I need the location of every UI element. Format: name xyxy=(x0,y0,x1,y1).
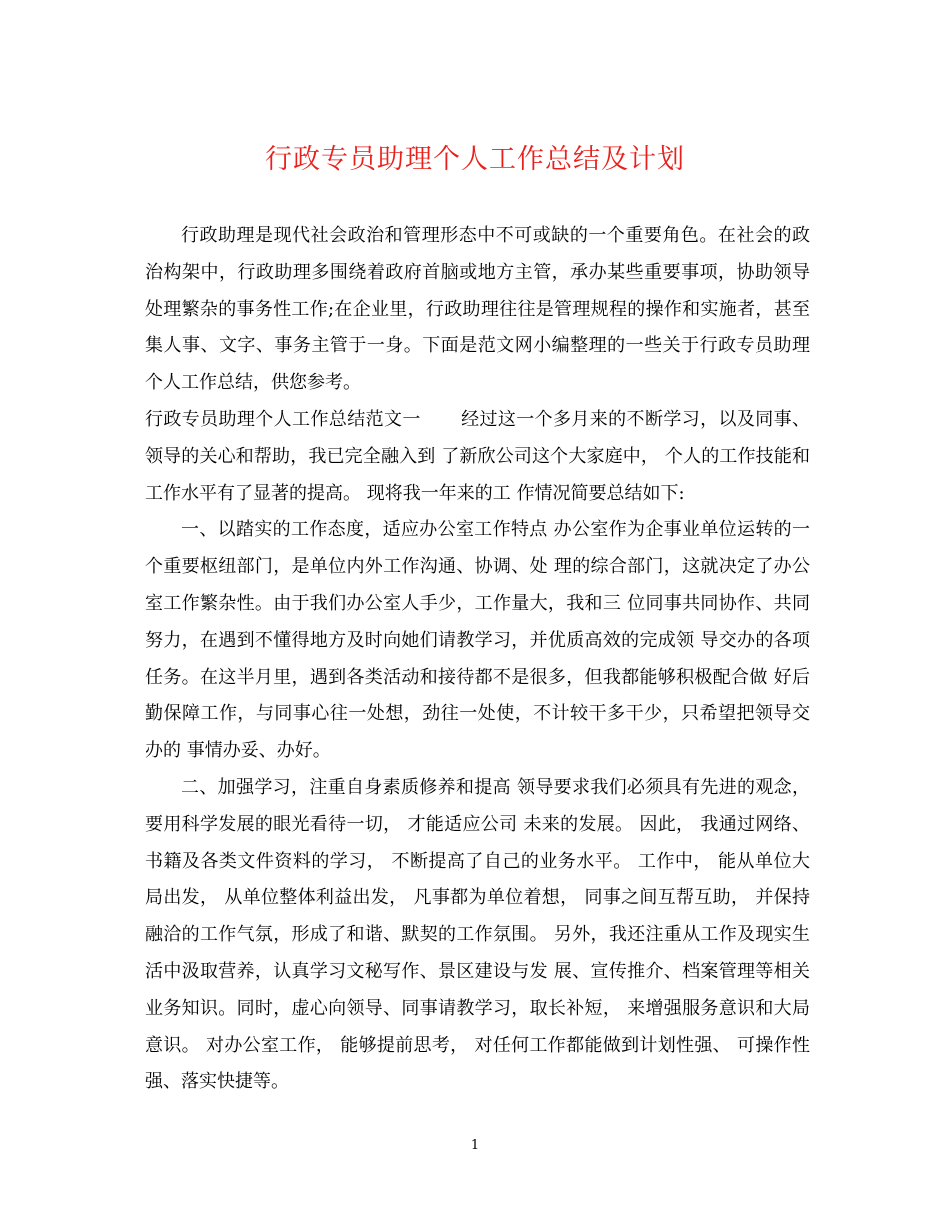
page-number: 1 xyxy=(470,1138,480,1153)
sample-heading: 行政专员助理个人工作总结范文一 xyxy=(145,408,421,430)
document-title: 行政专员助理个人工作总结及计划 xyxy=(265,144,685,175)
section-two-paragraph: 二、加强学习，注重自身素质修养和提高 领导要求我们必须具有先进的观念， 要用科学发展的眼光看待一切， 才能适应公司 未来的发展。 因此， 我通过网络、 书籍及各类文件资料的学习， 不断提高了自己的业务水平。 工作中， 能从单位大局出发， 从单位整体利益出发， 凡事都为单位着想， 同事之间互帮互助， 并保持融洽的工作气氛，形成了和谐、默契的工作氛围。 另外，我还注重从工作及现实生活中汲取营养，认真学习文秘写作、景区建设与发 展、宣传推介、档案管理等相关业务知识。同时，虚心向领导、同事请教学习，取长补短， 来增强服务意识和大局意识。 对办公室工作， 能够提前思考， 对任何工作都能做到计划性强、 可操作性强、落实快捷等。 xyxy=(145,776,810,1093)
sample-paragraph xyxy=(145,402,810,512)
intro-paragraph: 行政助理是现代社会政治和管理形态中不可或缺的一个重要角色。在社会的政治构架中，行政助理多围绕着政府首脑或地方主管，承办某些重要事项，协助领导处理繁杂的事务性工作;在企业里，行政助理往往是管理规程的操作和实施者，甚至集人事、文字、事务主管于一身。下面是范文网小编整理的一些关于行政专员助理个人工作总结，供您参考。 xyxy=(145,225,810,394)
sample-text: 经过这一个多月来的不断学习，以及同事、领导的关心和帮助，我已完全融入到 了新欣公司这个大家庭中， 个人的工作技能和工作水平有了显著的提高。 现将我一年来的工 作情况简要总结如下: xyxy=(145,408,810,504)
section-one-paragraph: 一、以踏实的工作态度，适应办公室工作特点 办公室作为企事业单位运转的一个重要枢纽部门，是单位内外工作沟通、协调、处 理的综合部门，这就决定了办公室工作繁杂性。由于我们办公室人手少，工作量大，我和三 位同事共同协作、共同努力，在遇到不懂得地方及时向她们请教学习，并优质高效的完成领 导交办的各项任务。在这半月里，遇到各类活动和接待都不是很多，但我都能够积极配合做 好后勤保障工作，与同事心往一处想，劲往一处使，不计较干多干少，只希望把领导交办的 事情办妥、办好。 xyxy=(145,519,810,762)
document-body xyxy=(145,218,810,1101)
